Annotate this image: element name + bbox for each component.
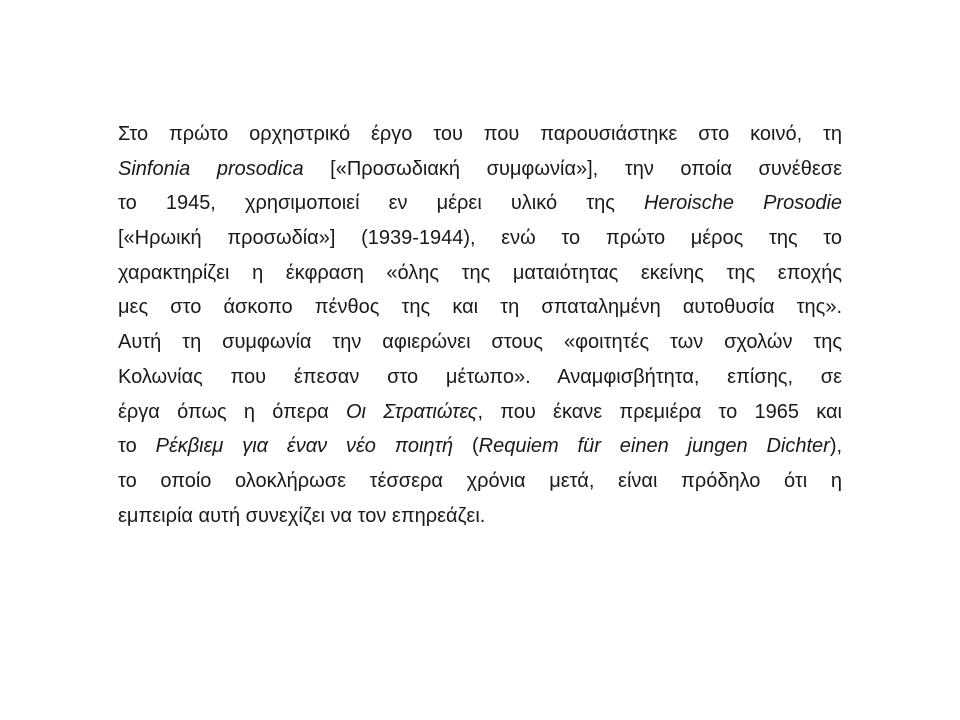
paragraph-line bbox=[118, 464, 842, 499]
paragraph-line bbox=[118, 152, 842, 187]
italic-title-text: Requiem für einen jungen Dichter bbox=[478, 435, 830, 458]
paragraph-line bbox=[118, 117, 842, 152]
text-segment: Αυτή τη συμφωνία την αφιερώνει στους «φοιτητές των σχολών της bbox=[118, 331, 842, 354]
paragraph-line bbox=[118, 256, 842, 291]
text-segment: Στο πρώτο ορχηστρικό έργο του που παρουσιάστηκε στο κοινό, τη bbox=[118, 123, 842, 145]
paragraph-line bbox=[118, 429, 842, 464]
body-paragraph bbox=[118, 117, 842, 533]
text-segment: έργα όπως η όπερα bbox=[118, 400, 346, 423]
paragraph-line bbox=[118, 221, 842, 256]
text-segment: το 1945, χρησιμοποιεί εν μέρει υλικό της bbox=[118, 192, 644, 215]
paragraph-line bbox=[118, 499, 842, 534]
text-segment: [«Προσωδιακή συμφωνία»], την οποία συνέθεσε bbox=[303, 157, 842, 180]
text-segment: μες στο άσκοπο πένθος της και τη σπαταλημένη αυτοθυσία της». bbox=[118, 296, 842, 319]
paragraph-line bbox=[118, 360, 842, 395]
italic-title-text: Heroische Prosodie bbox=[643, 192, 843, 215]
paragraph-line bbox=[118, 186, 842, 221]
text-segment: Κολωνίας που έπεσαν στο μέτωπο». Αναμφισβήτητα, επίσης, σε bbox=[118, 365, 842, 388]
text-segment: εμπειρία αυτή συνεχίζει να τον επηρεάζει. bbox=[118, 504, 486, 527]
italic-title-text: Ρέκβιεμ για έναν νέο ποιητή bbox=[155, 435, 454, 458]
text-segment: το bbox=[118, 435, 156, 458]
italic-title-text: Sinfonia prosodica bbox=[118, 157, 304, 180]
paragraph-line bbox=[118, 325, 842, 360]
paragraph-line bbox=[118, 395, 842, 430]
text-segment: ), bbox=[829, 435, 843, 458]
paragraph-line bbox=[118, 290, 842, 325]
text-segment: το οποίο ολοκλήρωσε τέσσερα χρόνια μετά, είναι πρόδηλο ότι η bbox=[118, 469, 842, 492]
text-segment: , που έκανε πρεμιέρα το 1965 και bbox=[477, 400, 842, 423]
text-segment: [«Ηρωική προσωδία»] (1939-1944), ενώ το πρώτο μέρος της το bbox=[118, 227, 842, 250]
text-segment: χαρακτηρίζει η έκφραση «όλης της ματαιότητας εκείνης της εποχής bbox=[118, 261, 842, 284]
italic-title-text: Οι Στρατιώτες bbox=[346, 400, 478, 423]
text-segment: ( bbox=[453, 435, 479, 458]
